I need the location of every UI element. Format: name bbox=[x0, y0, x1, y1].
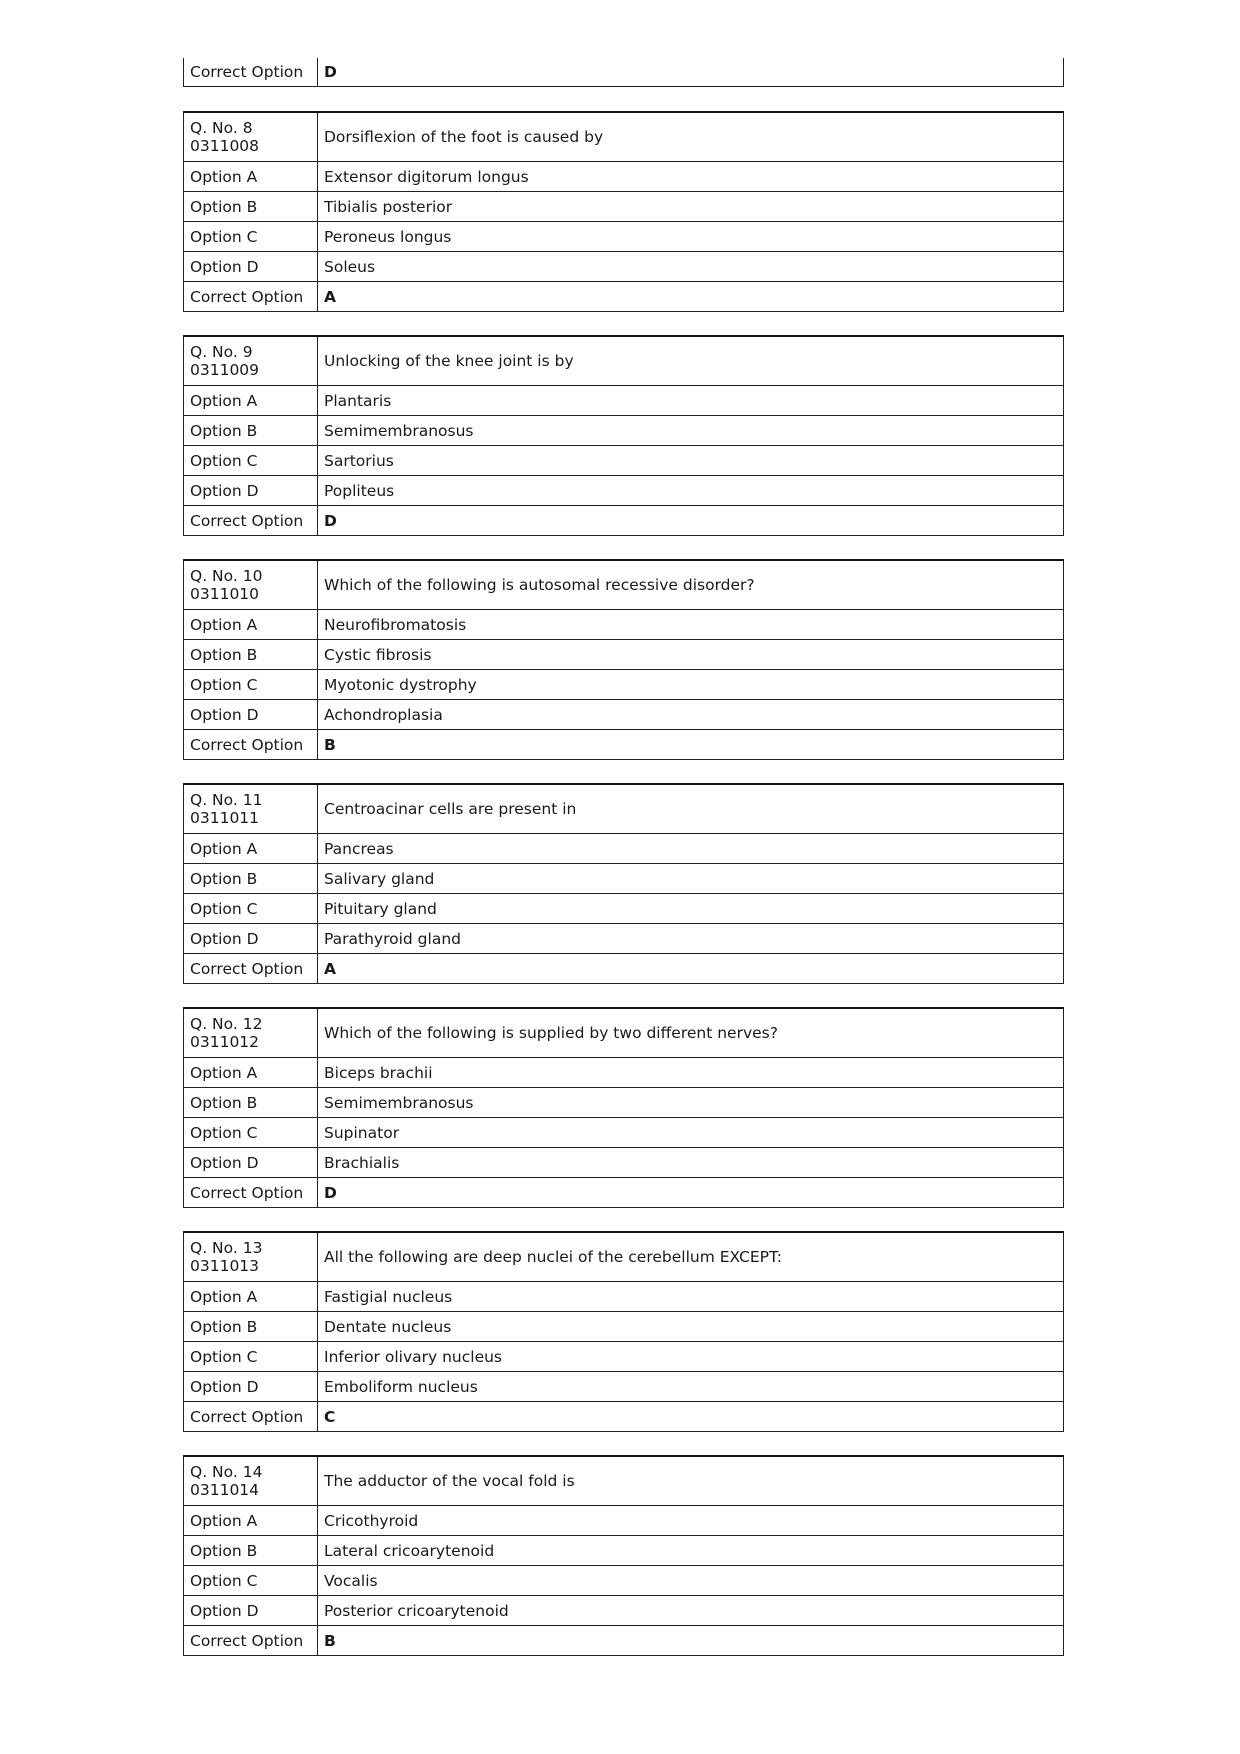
option-row bbox=[184, 476, 1064, 506]
option-text: Parathyroid gland bbox=[318, 924, 1064, 954]
option-text: Neurofibromatosis bbox=[318, 610, 1064, 640]
question-table bbox=[183, 111, 1064, 312]
question-code: 0311008 bbox=[190, 137, 260, 155]
option-row bbox=[184, 446, 1064, 476]
correct-option-label: Correct Option bbox=[184, 954, 318, 984]
option-label: Option C bbox=[184, 222, 318, 252]
option-row bbox=[184, 1596, 1064, 1626]
option-text: Posterior cricoarytenoid bbox=[318, 1596, 1064, 1626]
option-label: Option C bbox=[184, 446, 318, 476]
question-id bbox=[184, 784, 318, 834]
option-label: Option B bbox=[184, 640, 318, 670]
option-row bbox=[184, 1282, 1064, 1312]
question-text: All the following are deep nuclei of the cerebellum EXCEPT: bbox=[318, 1232, 1064, 1282]
question-number: Q. No. 12 bbox=[190, 1015, 263, 1033]
option-row bbox=[184, 1536, 1064, 1566]
option-text: Extensor digitorum longus bbox=[318, 162, 1064, 192]
question-table bbox=[183, 783, 1064, 984]
correct-option-value: C bbox=[318, 1402, 1064, 1432]
option-label: Option B bbox=[184, 864, 318, 894]
option-row bbox=[184, 894, 1064, 924]
option-label: Option D bbox=[184, 476, 318, 506]
option-text: Salivary gland bbox=[318, 864, 1064, 894]
option-text: Supinator bbox=[318, 1118, 1064, 1148]
question-header-row bbox=[184, 1008, 1064, 1058]
option-text: Inferior olivary nucleus bbox=[318, 1342, 1064, 1372]
option-row bbox=[184, 252, 1064, 282]
option-label: Option A bbox=[184, 1506, 318, 1536]
question-header-row bbox=[184, 784, 1064, 834]
option-label: Option B bbox=[184, 1312, 318, 1342]
question-number: Q. No. 11 bbox=[190, 791, 263, 809]
option-label: Option D bbox=[184, 1596, 318, 1626]
option-label: Option C bbox=[184, 1118, 318, 1148]
option-label: Option D bbox=[184, 924, 318, 954]
option-text: Dentate nucleus bbox=[318, 1312, 1064, 1342]
question-table bbox=[183, 335, 1064, 536]
option-row bbox=[184, 924, 1064, 954]
correct-option-row bbox=[184, 1402, 1064, 1432]
correct-option-value: A bbox=[318, 954, 1064, 984]
question-text: Which of the following is supplied by two different nerves? bbox=[318, 1008, 1064, 1058]
correct-option-label: Correct Option bbox=[184, 282, 318, 312]
option-label: Option A bbox=[184, 610, 318, 640]
question-id bbox=[184, 336, 318, 386]
question-table bbox=[183, 1455, 1064, 1656]
option-label: Option D bbox=[184, 252, 318, 282]
option-label: Option A bbox=[184, 1058, 318, 1088]
option-label: Option D bbox=[184, 1148, 318, 1178]
option-row bbox=[184, 1372, 1064, 1402]
question-id bbox=[184, 112, 318, 162]
option-text: Peroneus longus bbox=[318, 222, 1064, 252]
correct-option-value: D bbox=[318, 1178, 1064, 1208]
option-label: Option C bbox=[184, 1342, 318, 1372]
option-row bbox=[184, 416, 1064, 446]
option-text: Biceps brachii bbox=[318, 1058, 1064, 1088]
option-label: Option B bbox=[184, 416, 318, 446]
correct-option-label: Correct Option bbox=[184, 58, 318, 87]
correct-option-row bbox=[184, 730, 1064, 760]
option-row bbox=[184, 386, 1064, 416]
question-code: 0311014 bbox=[190, 1481, 260, 1499]
option-row bbox=[184, 640, 1064, 670]
option-text: Myotonic dystrophy bbox=[318, 670, 1064, 700]
option-text: Brachialis bbox=[318, 1148, 1064, 1178]
question-text: Unlocking of the knee joint is by bbox=[318, 336, 1064, 386]
question-header-row bbox=[184, 112, 1064, 162]
option-row bbox=[184, 1088, 1064, 1118]
question-header-row bbox=[184, 560, 1064, 610]
correct-option-label: Correct Option bbox=[184, 506, 318, 536]
option-row bbox=[184, 192, 1064, 222]
question-number: Q. No. 8 bbox=[190, 119, 253, 137]
option-text: Popliteus bbox=[318, 476, 1064, 506]
option-text: Emboliform nucleus bbox=[318, 1372, 1064, 1402]
option-row bbox=[184, 1312, 1064, 1342]
option-row bbox=[184, 700, 1064, 730]
option-text: Sartorius bbox=[318, 446, 1064, 476]
correct-option-value: A bbox=[318, 282, 1064, 312]
question-text: The adductor of the vocal fold is bbox=[318, 1456, 1064, 1506]
question-text: Dorsiflexion of the foot is caused by bbox=[318, 112, 1064, 162]
option-row bbox=[184, 1342, 1064, 1372]
correct-option-value: B bbox=[318, 1626, 1064, 1656]
correct-option-row bbox=[184, 954, 1064, 984]
question-table-7-tail bbox=[183, 58, 1064, 87]
question-number: Q. No. 13 bbox=[190, 1239, 263, 1257]
option-label: Option A bbox=[184, 834, 318, 864]
question-code: 0311011 bbox=[190, 809, 260, 827]
option-label: Option D bbox=[184, 1372, 318, 1402]
option-text: Plantaris bbox=[318, 386, 1064, 416]
option-label: Option B bbox=[184, 192, 318, 222]
option-text: Semimembranosus bbox=[318, 416, 1064, 446]
correct-option-value: D bbox=[318, 506, 1064, 536]
question-id bbox=[184, 1232, 318, 1282]
option-row bbox=[184, 1118, 1064, 1148]
question-code: 0311013 bbox=[190, 1257, 260, 1275]
option-label: Option A bbox=[184, 386, 318, 416]
option-row bbox=[184, 1566, 1064, 1596]
question-code: 0311010 bbox=[190, 585, 260, 603]
correct-option-row bbox=[184, 1626, 1064, 1656]
option-row bbox=[184, 610, 1064, 640]
correct-option-row bbox=[184, 282, 1064, 312]
question-table bbox=[183, 1231, 1064, 1432]
correct-option-label: Correct Option bbox=[184, 1402, 318, 1432]
question-number: Q. No. 9 bbox=[190, 343, 253, 361]
option-text: Cystic fibrosis bbox=[318, 640, 1064, 670]
option-row bbox=[184, 670, 1064, 700]
correct-option-row bbox=[184, 1178, 1064, 1208]
option-label: Option C bbox=[184, 1566, 318, 1596]
option-text: Lateral cricoarytenoid bbox=[318, 1536, 1064, 1566]
correct-option-row bbox=[184, 506, 1064, 536]
question-header-row bbox=[184, 1232, 1064, 1282]
option-row bbox=[184, 864, 1064, 894]
correct-option-row bbox=[184, 58, 1064, 87]
option-text: Vocalis bbox=[318, 1566, 1064, 1596]
option-row bbox=[184, 1148, 1064, 1178]
option-row bbox=[184, 162, 1064, 192]
question-table bbox=[183, 559, 1064, 760]
question-text: Which of the following is autosomal recessive disorder? bbox=[318, 560, 1064, 610]
option-text: Achondroplasia bbox=[318, 700, 1064, 730]
question-header-row bbox=[184, 1456, 1064, 1506]
question-number: Q. No. 14 bbox=[190, 1463, 263, 1481]
question-text: Centroacinar cells are present in bbox=[318, 784, 1064, 834]
option-row bbox=[184, 1058, 1064, 1088]
option-label: Option A bbox=[184, 1282, 318, 1312]
correct-option-value: D bbox=[318, 58, 1064, 87]
option-text: Pancreas bbox=[318, 834, 1064, 864]
option-text: Fastigial nucleus bbox=[318, 1282, 1064, 1312]
option-text: Tibialis posterior bbox=[318, 192, 1064, 222]
question-id bbox=[184, 1456, 318, 1506]
option-label: Option C bbox=[184, 894, 318, 924]
question-header-row bbox=[184, 336, 1064, 386]
question-code: 0311009 bbox=[190, 361, 260, 379]
option-text: Cricothyroid bbox=[318, 1506, 1064, 1536]
option-label: Option B bbox=[184, 1088, 318, 1118]
question-id bbox=[184, 1008, 318, 1058]
option-row bbox=[184, 1506, 1064, 1536]
question-table bbox=[183, 1007, 1064, 1208]
question-number: Q. No. 10 bbox=[190, 567, 263, 585]
correct-option-label: Correct Option bbox=[184, 1626, 318, 1656]
option-label: Option B bbox=[184, 1536, 318, 1566]
option-row bbox=[184, 222, 1064, 252]
option-label: Option D bbox=[184, 700, 318, 730]
option-label: Option C bbox=[184, 670, 318, 700]
question-id bbox=[184, 560, 318, 610]
option-text: Soleus bbox=[318, 252, 1064, 282]
question-code: 0311012 bbox=[190, 1033, 260, 1051]
option-text: Semimembranosus bbox=[318, 1088, 1064, 1118]
option-text: Pituitary gland bbox=[318, 894, 1064, 924]
correct-option-label: Correct Option bbox=[184, 730, 318, 760]
correct-option-label: Correct Option bbox=[184, 1178, 318, 1208]
option-row bbox=[184, 834, 1064, 864]
correct-option-value: B bbox=[318, 730, 1064, 760]
option-label: Option A bbox=[184, 162, 318, 192]
